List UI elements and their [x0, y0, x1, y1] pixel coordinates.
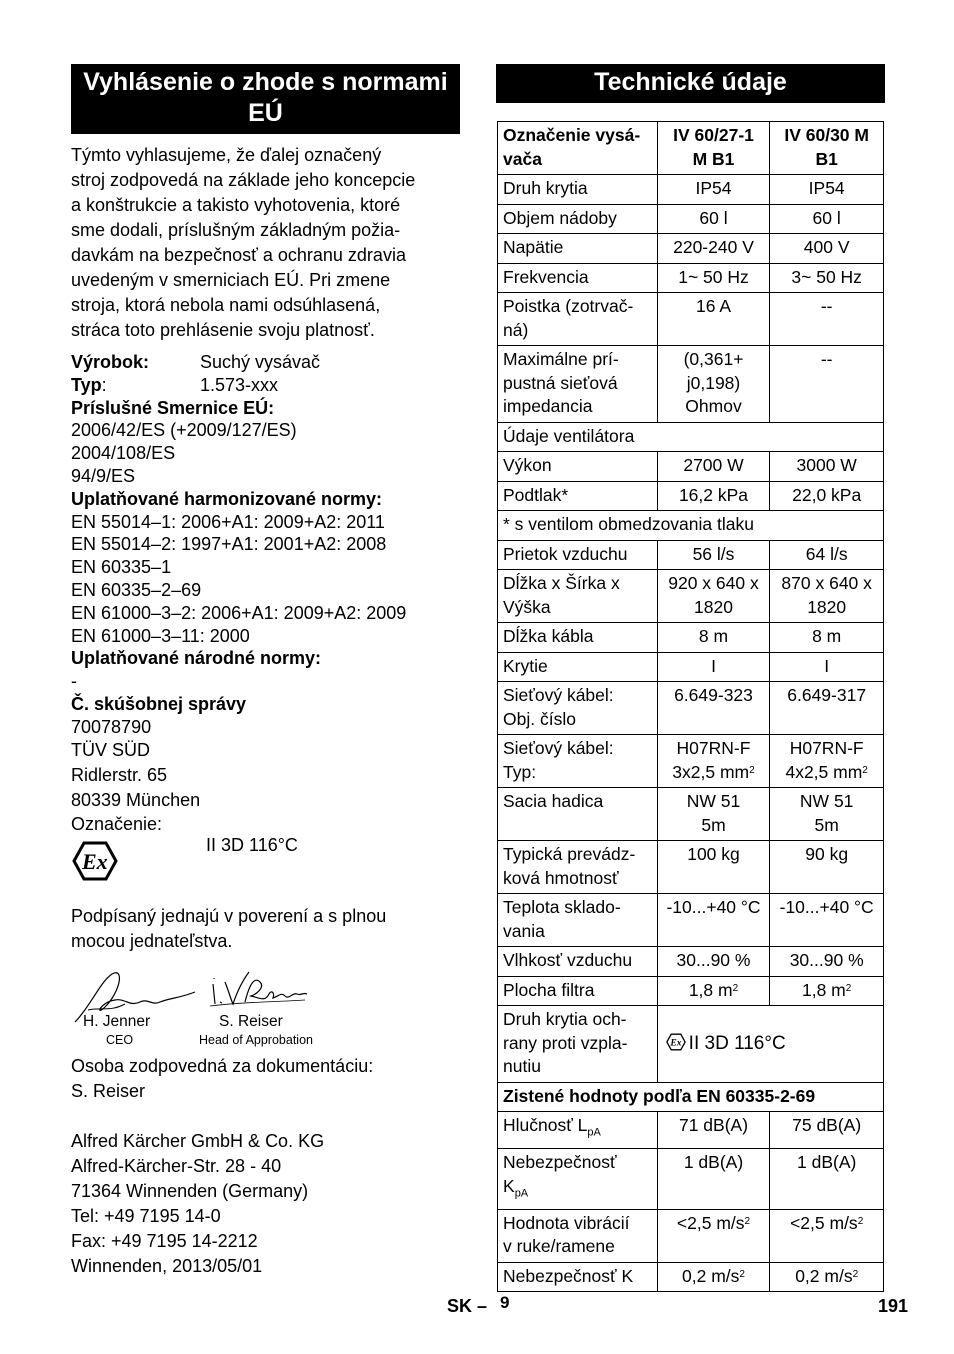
table-cell: 60 l: [657, 204, 770, 234]
table-row: [498, 175, 884, 205]
table-cell: Nebezpečnosť $K_{pA}$: [498, 1149, 658, 1210]
intro-line: Týmto vyhlasujeme, že ďalej označený: [71, 145, 382, 165]
table-cell: <2,5 $m/s^2$: [657, 1209, 770, 1262]
directive-item: 2006/42/ES (+2009/127/ES): [71, 420, 297, 441]
company-line: Fax: +49 7195 14-2212: [71, 1231, 258, 1251]
table-row: [498, 735, 884, 788]
table-cell: 22,0 kPa: [770, 481, 884, 511]
harmonized-item: EN 60335–1: [71, 557, 172, 578]
intro-line: stroja, ktorá nebola nami odsúhlasená,: [71, 295, 381, 315]
directive-item: 2004/108/ES: [71, 443, 176, 464]
company-block: [71, 1129, 466, 1279]
directives-label: Príslušné Smernice EÚ:: [71, 397, 275, 418]
intro-line: davkám na bezpečnosť a ochranu zdravia: [71, 245, 406, 265]
table-cell: (0,361+ j0,198) Ohmov: [657, 346, 770, 423]
table-row: [498, 976, 884, 1006]
tech-data-heading: Technické údaje: [496, 64, 885, 103]
table-cell: Plocha filtra: [498, 976, 658, 1006]
intro-line: stráca toto prehlásenie svoju platnosť.: [71, 320, 375, 340]
table-cell: I: [657, 652, 770, 682]
footer-lang-code: SK: [447, 1296, 473, 1316]
table-row: [498, 234, 884, 264]
table-cell: 56 l/s: [657, 540, 770, 570]
national-value: -: [71, 671, 77, 692]
report-label: Č. skúšobnej správy: [71, 693, 247, 714]
table-cell: 2700 W: [657, 452, 770, 482]
signatory1-title: CEO: [106, 1033, 134, 1047]
table-cell: Údaje ventilátora: [498, 422, 884, 452]
table-cell: Nebezpečnosť K: [498, 1262, 658, 1292]
table-row: [498, 623, 884, 653]
ex-explosion-icon: [666, 1033, 686, 1051]
svg-text:Ex: Ex: [82, 849, 108, 874]
table-cell: Maximálne prí- pustná sieťová impedancia: [498, 346, 658, 423]
table-cell: 3000 W: [770, 452, 884, 482]
table-row: [498, 788, 884, 841]
intro-line: a konštrukcie a takisto vyhotovenia, ktoré: [71, 195, 401, 215]
company-line: Tel: +49 7195 14-0: [71, 1206, 221, 1226]
report-number: 70078790: [71, 716, 152, 737]
table-cell: Druh krytia: [498, 175, 658, 205]
harmonized-item: EN 60335–2–69: [71, 579, 202, 600]
ex-explosion-icon: [72, 841, 118, 881]
doc-responsible-line: Osoba zodpovedná za dokumentáciu:: [71, 1056, 374, 1076]
table-cell: Podtlak*: [498, 481, 658, 511]
table-cell: 30...90 %: [657, 947, 770, 977]
address-line: 80339 München: [71, 790, 201, 810]
table-cell: Hodnota vibrácií v ruke/ramene: [498, 1209, 658, 1262]
table-cell: 400 V: [770, 234, 884, 264]
table-cell: 6.649-317: [770, 682, 884, 735]
table-cell: Sacia hadica: [498, 788, 658, 841]
declaration-heading: Vyhlásenie o zhode s normami EÚ: [71, 64, 460, 134]
table-cell: 8 m: [657, 623, 770, 653]
table-cell: 64 l/s: [770, 540, 884, 570]
table-cell: 90 kg: [770, 841, 884, 894]
type-label: Typ: [71, 374, 102, 395]
marking-value: II 3D 116°C: [206, 835, 298, 855]
table-cell: 71 dB(A): [657, 1112, 770, 1149]
table-cell: Sieťový kábel: Obj. číslo: [498, 682, 658, 735]
table-cell: -10...+40 °C: [657, 894, 770, 947]
footer-section-page: 9: [500, 1293, 510, 1312]
table-cell: 1,8 $m^2$: [657, 976, 770, 1006]
table-cell: Typická prevádz- ková hmotnosť: [498, 841, 658, 894]
table-row: [498, 682, 884, 735]
table-row: [498, 481, 884, 511]
footer-lang: [447, 1296, 487, 1317]
header-cell: IV 60/30 M B1: [770, 122, 884, 175]
table-row: [498, 894, 884, 947]
declaration-intro: [71, 143, 466, 343]
company-line: Alfred Kärcher GmbH & Co. KG: [71, 1131, 325, 1151]
table-cell: 1 dB(A): [657, 1149, 770, 1210]
table-row: [498, 1262, 884, 1292]
table-row: [498, 452, 884, 482]
table-row: [498, 263, 884, 293]
table-cell: Hlučnosť $L_{pA}$: [498, 1112, 658, 1149]
table-cell: 6.649-323: [657, 682, 770, 735]
table-cell: 100 kg: [657, 841, 770, 894]
signed-line: Podpísaný jednajú v poverení a s plnou: [71, 906, 387, 926]
table-cell: --: [770, 346, 884, 423]
doc-responsible: [71, 1054, 466, 1104]
declaration-details: [71, 351, 466, 761]
doc-responsible-line: S. Reiser: [71, 1081, 146, 1101]
signed-text: [71, 904, 466, 954]
product-label: Výrobok:: [71, 352, 150, 372]
table-cell: 1 dB(A): [770, 1149, 884, 1210]
table-row: [498, 1112, 884, 1149]
company-line: 71364 Winnenden (Germany): [71, 1181, 309, 1201]
harmonized-item: EN 55014–2: 1997+A1: 2001+A2: 2008: [71, 534, 387, 555]
table-row: [498, 1149, 884, 1210]
signatory2-name: S. Reiser: [219, 1013, 283, 1030]
table-cell: Frekvencia: [498, 263, 658, 293]
table-cell: 8 m: [770, 623, 884, 653]
table-row: [498, 540, 884, 570]
national-label: Uplatňované národné normy:: [71, 648, 322, 669]
company-line: Alfred-Kärcher-Str. 28 - 40: [71, 1156, 282, 1176]
table-cell: 220-240 V: [657, 234, 770, 264]
table-cell: Objem nádoby: [498, 204, 658, 234]
table-row: [498, 1209, 884, 1262]
section-row: [498, 1082, 884, 1112]
marking-label: Označenie:: [71, 814, 163, 834]
harmonized-label: Uplatňované harmonizované normy:: [71, 488, 383, 509]
table-cell: Dĺžka kábla: [498, 623, 658, 653]
table-row: [498, 1006, 884, 1083]
table-cell: 60 l: [770, 204, 884, 234]
table-cell: Vlhkosť vzduchu: [498, 947, 658, 977]
table-cell: 30...90 %: [770, 947, 884, 977]
type-colon: :: [101, 374, 107, 395]
table-cell: * s ventilom obmedzovania tlaku: [498, 511, 884, 541]
table-cell: NW 51 5m: [657, 788, 770, 841]
signatory1-name: H. Jenner: [83, 1013, 151, 1030]
table-cell: 16,2 kPa: [657, 481, 770, 511]
table-row: [498, 204, 884, 234]
intro-line: uvedeným v smerniciach EÚ. Pri zmene: [71, 270, 391, 290]
table-row: [498, 652, 884, 682]
table-cell: 16 A: [657, 293, 770, 346]
page-number: 191: [878, 1296, 909, 1316]
table-cell: 75 dB(A): [770, 1112, 884, 1149]
table-cell: Krytie: [498, 652, 658, 682]
table-cell: I: [770, 652, 884, 682]
table-cell: --: [770, 293, 884, 346]
company-line: Winnenden, 2013/05/01: [71, 1256, 263, 1276]
table-row: [498, 841, 884, 894]
harmonized-item: EN 61000–3–2: 2006+A1: 2009+A2: 2009: [71, 602, 407, 623]
address-block: [71, 763, 466, 835]
directive-item: 94/9/ES: [71, 465, 136, 486]
table-cell: NW 51 5m: [770, 788, 884, 841]
table-cell: Zistené hodnoty podľa EN 60335-2-69: [498, 1082, 884, 1112]
table-cell: 0,2 $m/s^2$: [657, 1262, 770, 1292]
table-cell: H07RN-F 4x2,5 $mm^2$: [770, 735, 884, 788]
footer-dash: –: [477, 1296, 488, 1316]
table-row: [498, 293, 884, 346]
header-cell: Označenie vysá- vača: [498, 122, 658, 175]
table-cell: Napätie: [498, 234, 658, 264]
table-cell: Poistka (zotrvač- ná): [498, 293, 658, 346]
table-row: [498, 570, 884, 623]
table-row: [498, 346, 884, 423]
footnote-row: [498, 511, 884, 541]
table-cell: Dĺžka x Šírka x Výška: [498, 570, 658, 623]
table-cell: 0,2 $m/s^2$: [770, 1262, 884, 1292]
report-body: TÜV SÜD: [71, 739, 151, 760]
signature-reiser: [205, 962, 310, 1012]
address-line: Ridlerstr. 65: [71, 765, 168, 785]
table-cell: -10...+40 °C: [770, 894, 884, 947]
table-cell: 870 x 640 x 1820: [770, 570, 884, 623]
intro-line: stroj zodpovedá na základe jeho koncepcie: [71, 170, 416, 190]
table-cell: 3~ 50 Hz: [770, 263, 884, 293]
harmonized-item: EN 55014–1: 2006+A1: 2009+A2: 2011: [71, 511, 385, 532]
table-row: [498, 947, 884, 977]
table-cell: Výkon: [498, 452, 658, 482]
table-cell: 1~ 50 Hz: [657, 263, 770, 293]
table-cell: Sieťový kábel: Typ:: [498, 735, 658, 788]
table-cell: Druh krytia och- rany proti vzpla- nutiu: [498, 1006, 658, 1083]
table-cell: 1,8 $m^2$: [770, 976, 884, 1006]
header-cell: IV 60/27-1 M B1: [657, 122, 770, 175]
harmonized-item: EN 61000–3–11: 2000: [71, 625, 250, 646]
table-cell: Teplota sklado- vania: [498, 894, 658, 947]
product-value: Suchý vysávač: [200, 352, 321, 372]
table-cell: Ex II 3D 116°C: [657, 1006, 883, 1083]
table-cell: IP54: [657, 175, 770, 205]
table-cell: H07RN-F 3x2,5 $mm^2$: [657, 735, 770, 788]
signatory2-title: Head of Approbation: [199, 1033, 313, 1047]
svg-text:Ex: Ex: [670, 1036, 682, 1048]
table-cell: IP54: [770, 175, 884, 205]
table-cell: 920 x 640 x 1820: [657, 570, 770, 623]
intro-line: sme dodali, príslušným základným požia-: [71, 220, 401, 240]
table-cell: <2,5 $m/s^2$: [770, 1209, 884, 1262]
section-row: [498, 422, 884, 452]
tech-data-table: [497, 121, 884, 1292]
type-value: 1.573-xxx: [200, 374, 279, 395]
table-cell: Prietok vzduchu: [498, 540, 658, 570]
table-header-row: [498, 122, 884, 175]
signed-line: mocou jednateľstva.: [71, 931, 233, 951]
